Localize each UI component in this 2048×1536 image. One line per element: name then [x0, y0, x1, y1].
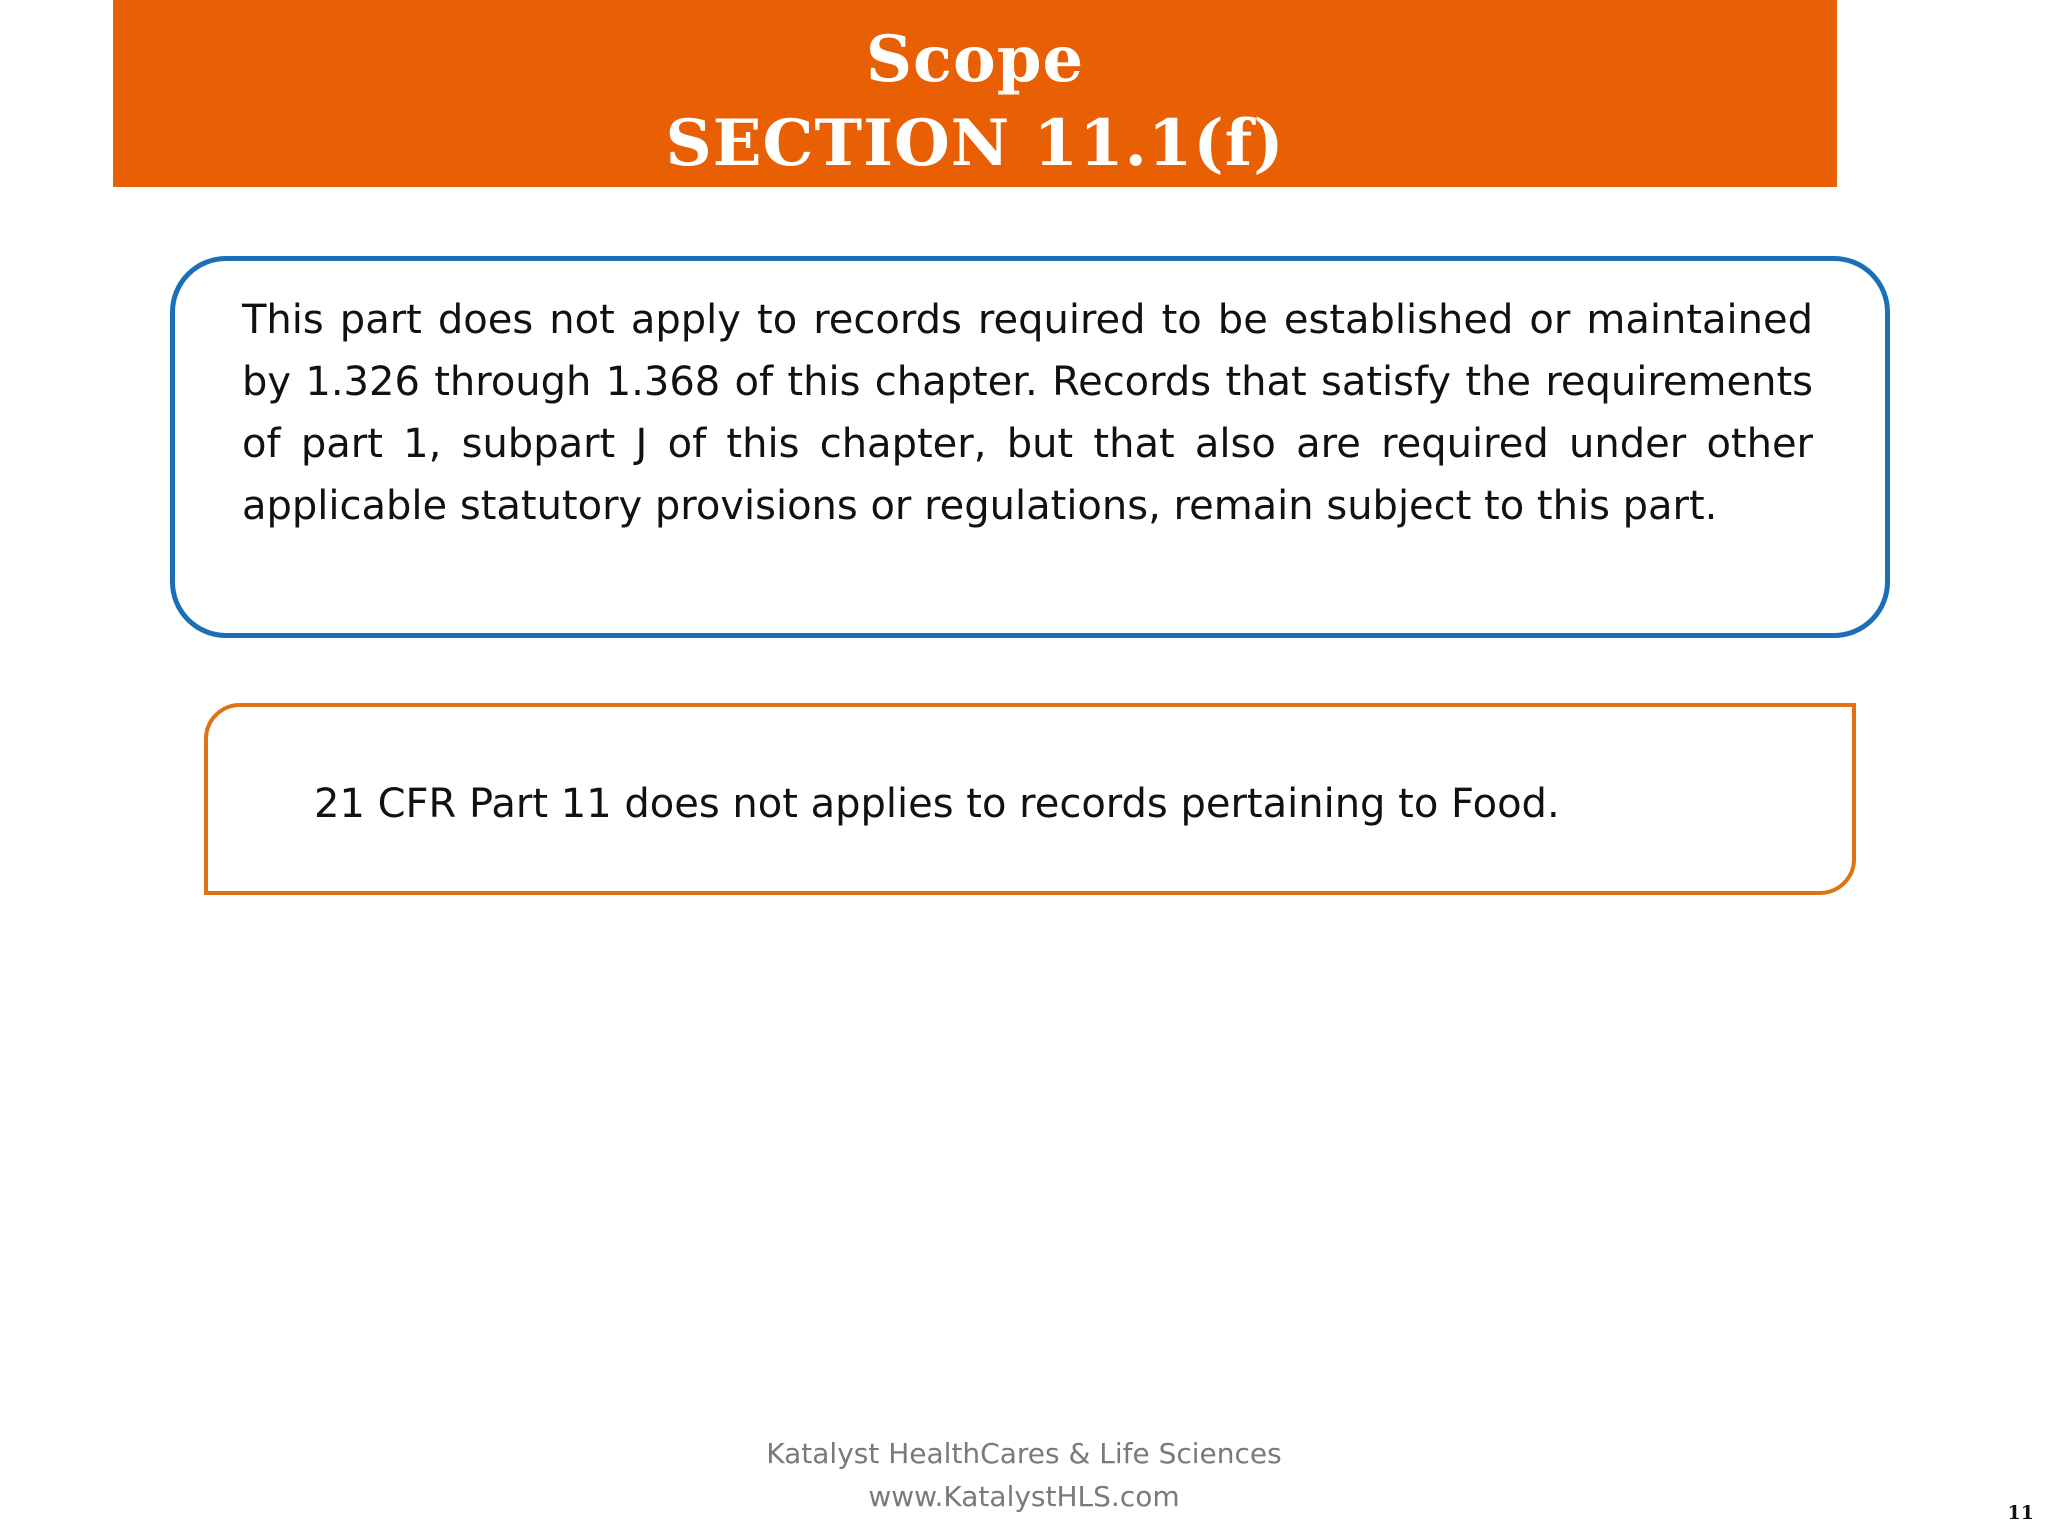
slide-title: Scope — [865, 22, 1085, 97]
definition-box — [170, 256, 1890, 638]
slide-subtitle: SECTION 11.1(f) — [665, 106, 1285, 181]
note-text: 21 CFR Part 11 does not applies to records pertaining to Food. — [314, 781, 1560, 827]
footer-website: www.KatalystHLS.com — [868, 1480, 1180, 1513]
page-number: 11 — [2007, 1502, 2034, 1524]
slide-footer — [0, 1432, 2048, 1518]
footer-company: Katalyst HealthCares & Life Sciences — [766, 1437, 1282, 1470]
note-box — [204, 703, 1856, 895]
slide-title-bar — [113, 0, 1837, 187]
definition-text: This part does not apply to records required to be established or maintained by 1.326 through 1.368 of this chapter. Records that satisfy the requirements of part 1, subpart J of this chapter, but that also are required under other applicable statutory provisions or regulations, remain subject to this part. — [242, 297, 1813, 529]
